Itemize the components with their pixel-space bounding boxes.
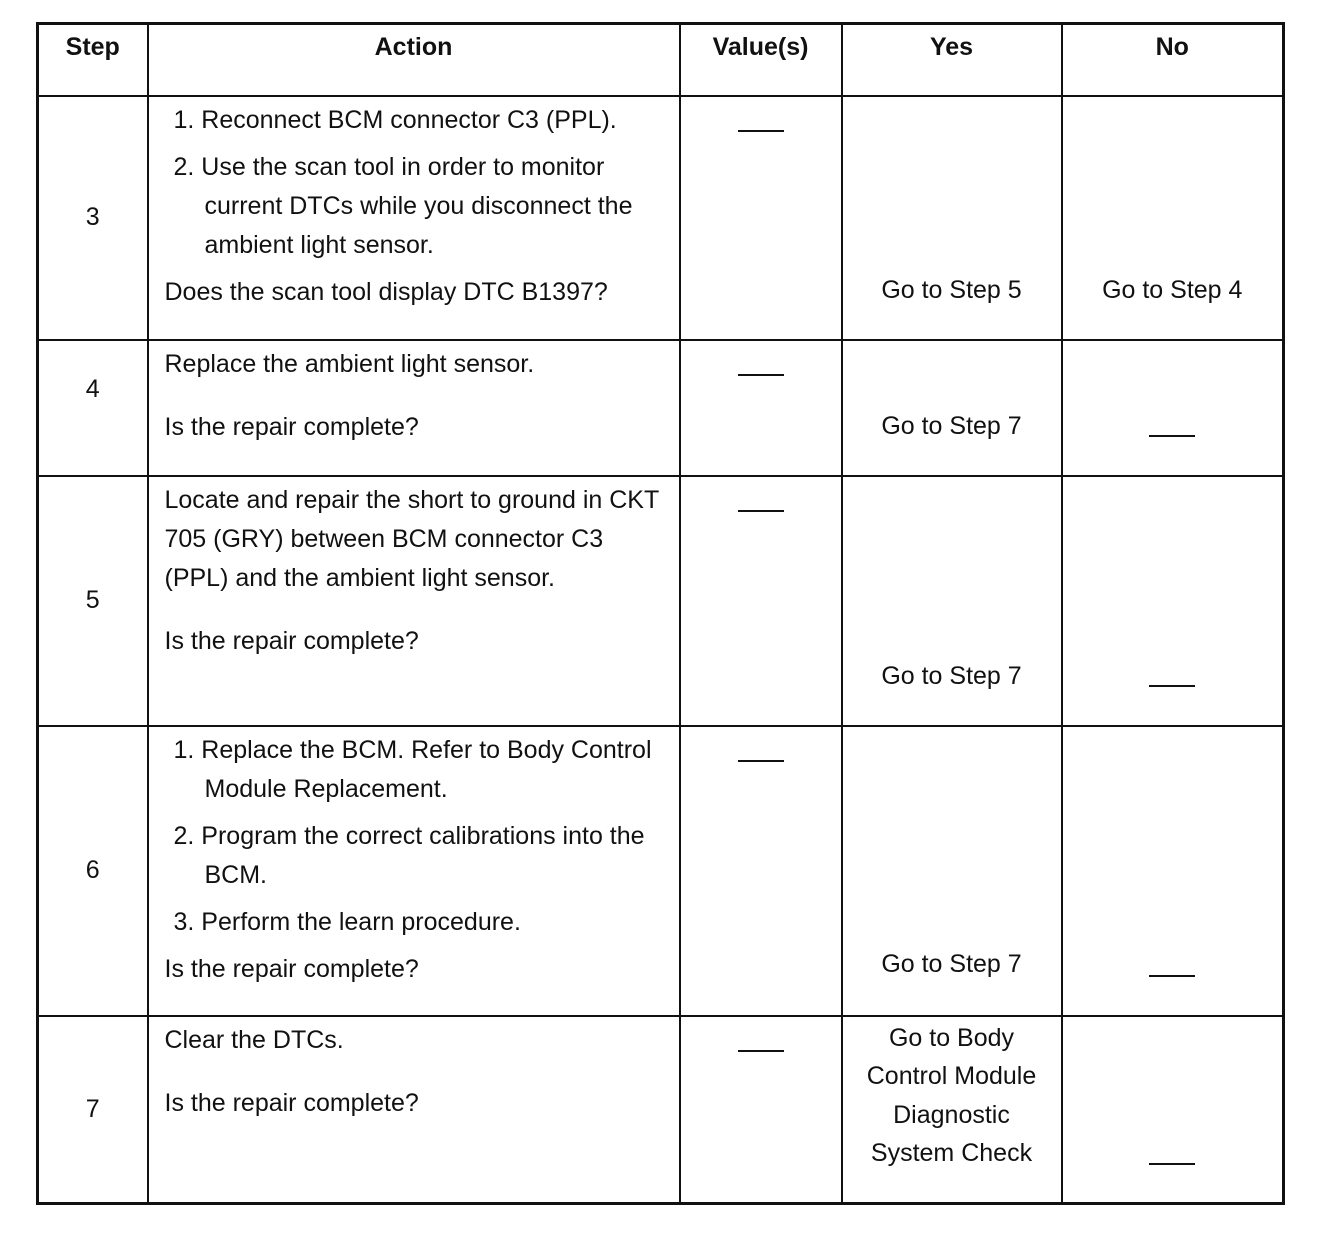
header-yes: Yes: [842, 24, 1062, 96]
yes-result: Go to Step 7: [881, 411, 1022, 440]
header-row: [38, 24, 1284, 96]
header-action: Action: [148, 24, 680, 96]
no-dash: [1149, 975, 1195, 977]
value-dash: [738, 510, 784, 512]
action-question: Is the repair complete?: [164, 954, 419, 983]
action-question: Does the scan tool display DTC B1397?: [164, 277, 608, 306]
action-item: 2. Program the correct calibrations into the BCM.: [173, 821, 645, 889]
header-step: Step: [38, 24, 148, 96]
yes-result: Go to Step 7: [881, 661, 1022, 690]
table-row: [38, 96, 1284, 340]
action-item: 3. Perform the learn procedure.: [173, 907, 521, 936]
header-no: No: [1062, 24, 1284, 96]
action-text: Replace the ambient light sensor.: [164, 349, 535, 378]
action-item: 1. Reconnect BCM connector C3 (PPL).: [173, 105, 617, 134]
value-dash: [738, 1050, 784, 1052]
step-number: 4: [85, 374, 100, 403]
no-result: Go to Step 4: [1102, 275, 1243, 304]
step-number: 5: [85, 586, 100, 614]
no-dash: [1149, 1163, 1195, 1165]
diagnostic-table: [36, 22, 1285, 1205]
action-item: 1. Replace the BCM. Refer to Body Control Module Replacement.: [173, 735, 652, 803]
value-dash: [738, 760, 784, 762]
header-values: Value(s): [680, 24, 842, 96]
action-item: 2. Use the scan tool in order to monitor current DTCs while you disconnect the ambient light sensor.: [173, 152, 633, 259]
value-dash: [738, 130, 784, 132]
action-question: Is the repair complete?: [164, 412, 419, 441]
table-row: [38, 476, 1284, 726]
table-row: [38, 1016, 1284, 1204]
table-row: [38, 340, 1284, 476]
yes-result: Go to Step 7: [881, 949, 1022, 978]
step-number: 3: [85, 203, 100, 231]
yes-result: Go to Step 5: [881, 275, 1022, 304]
action-text: Clear the DTCs.: [164, 1025, 344, 1054]
action-question: Is the repair complete?: [164, 626, 419, 655]
action-question: Is the repair complete?: [164, 1088, 419, 1117]
action-text: Locate and repair the short to ground in CKT 705 (GRY) between BCM connector C3 (PPL) and the ambient light sensor.: [164, 485, 659, 592]
no-dash: [1149, 435, 1195, 437]
value-dash: [738, 374, 784, 376]
no-dash: [1149, 685, 1195, 687]
yes-result: Go to Body Control Module Diagnostic System Check: [866, 1023, 1037, 1167]
table-row: [38, 726, 1284, 1016]
step-number: 7: [85, 1094, 100, 1123]
step-number: 6: [85, 856, 100, 884]
